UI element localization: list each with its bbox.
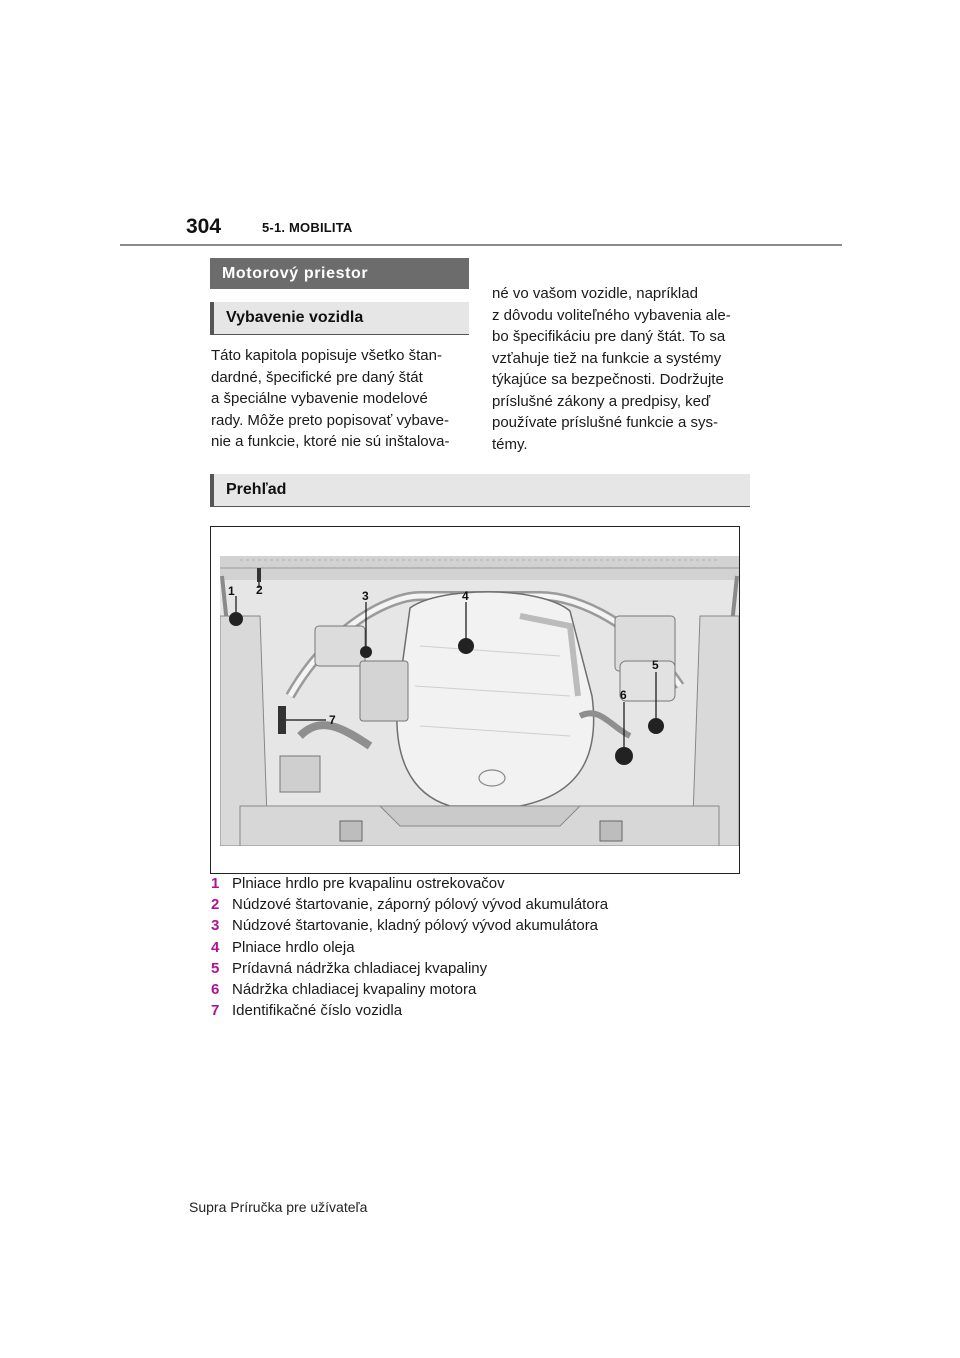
legend-text: Identifikačné číslo vozidla [232, 1002, 403, 1020]
text-line: témy. [492, 435, 528, 453]
text-line: bo špecifikáciu pre daný štát. To sa [492, 328, 726, 345]
text-line: rady. Môže preto popisovať vybave- [211, 411, 449, 429]
legend-item [211, 937, 751, 958]
heading-vybavenie-vozidla: Vybavenie vozidla [210, 302, 469, 335]
legend-list [211, 873, 751, 1021]
text-line: né vo vašom vozidle, napríklad [492, 285, 698, 302]
callout-1: 1 [228, 584, 235, 598]
text-line: z dôvodu voliteľného vybavenia ale- [492, 306, 731, 324]
footer-manual-title: Supra Príručka pre užívateľa [189, 1199, 368, 1215]
legend-item [211, 894, 751, 915]
legend-item [211, 873, 751, 894]
legend-number: 3 [211, 917, 220, 935]
engine-bay-illustration [220, 556, 739, 846]
callout-2: 2 [256, 583, 263, 597]
legend-item [211, 915, 751, 936]
legend-item [211, 979, 751, 1000]
text-line: vzťahuje tiež na funkcie a systémy [492, 349, 722, 367]
legend-text: Plniace hrdlo oleja [232, 938, 355, 956]
legend-text: Prídavná nádržka chladiacej kvapaliny [232, 959, 488, 977]
page-number: 304 [186, 215, 222, 238]
callout-4: 4 [462, 589, 469, 603]
text-line: dardné, špecifické pre daný štát [211, 368, 423, 386]
legend-number: 1 [211, 875, 220, 893]
text-line: týkajúce sa bezpečnosti. Dodržujte [492, 371, 724, 388]
legend-text: Núdzové štartovanie, kladný pólový vývod akumulátora [232, 917, 599, 935]
callout-5: 5 [652, 658, 659, 672]
legend-item [211, 1000, 751, 1021]
legend-text: Nádržka chladiacej kvapaliny motora [232, 981, 477, 999]
callout-6: 6 [620, 688, 627, 702]
legend-text: Núdzové štartovanie, záporný pólový vývod akumulátora [232, 896, 609, 914]
header-divider [120, 244, 842, 246]
intro-text-left [211, 345, 473, 453]
text-line: používate príslušné funkcie a sys- [492, 414, 718, 431]
callout-3: 3 [362, 589, 369, 603]
legend-number: 2 [211, 896, 220, 914]
callout-7: 7 [329, 713, 336, 727]
heading-prehlad: Prehľad [210, 474, 750, 507]
intro-text-right [492, 283, 754, 455]
text-line: príslušné zákony a predpisy, keď [492, 392, 711, 410]
section-title: 5-1. MOBILITA [262, 220, 353, 235]
text-line: a špeciálne vybavenie modelové [211, 390, 428, 407]
legend-number: 4 [211, 938, 220, 956]
text-line: nie a funkcie, ktoré nie sú inštalova- [211, 433, 450, 450]
legend-number: 6 [211, 981, 220, 999]
legend-number: 7 [211, 1002, 220, 1020]
text-line: Táto kapitola popisuje všetko štan- [211, 347, 442, 364]
legend-number: 5 [211, 959, 220, 977]
legend-text: Plniace hrdlo pre kvapalinu ostrekovačov [232, 875, 505, 893]
legend-item [211, 958, 751, 979]
heading-motorovy-priestor: Motorový priestor [210, 258, 469, 289]
